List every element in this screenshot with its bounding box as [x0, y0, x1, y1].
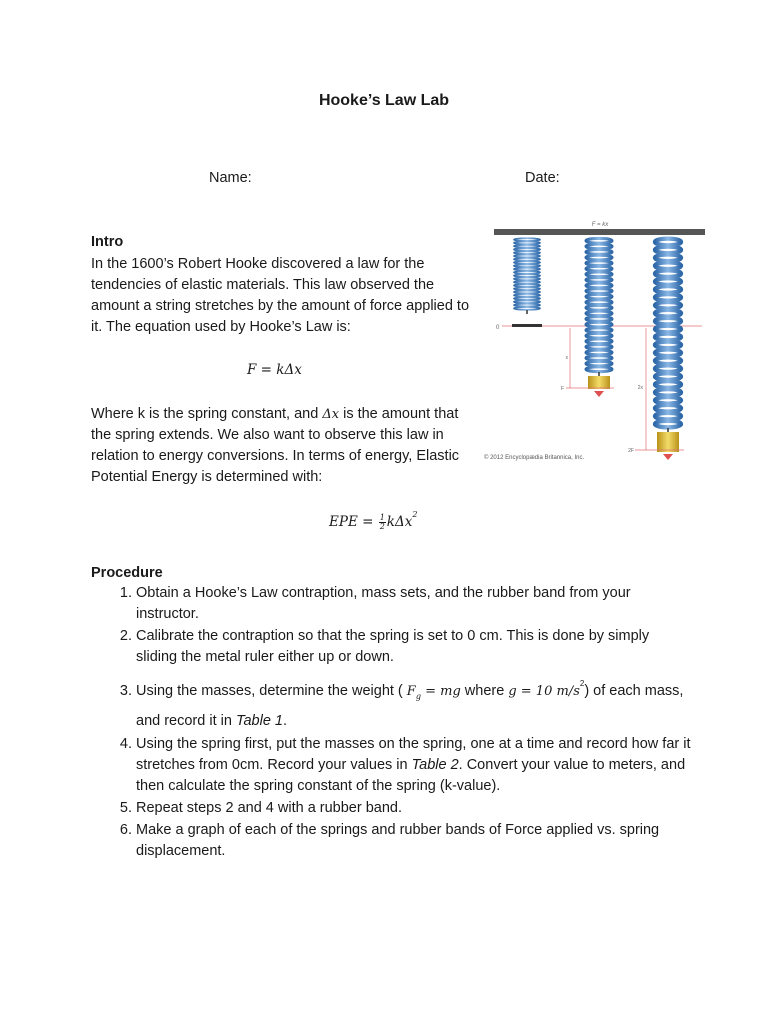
procedure-step-5: 5. Repeat steps 2 and 4 with a rubber band.	[136, 798, 691, 819]
spring-coil	[655, 302, 681, 309]
intro-paragraph: In the 1600’s Robert Hooke discovered a law for the tendencies of elastic materials. This law observed the amount a string stretches by the amount of force applied to it. The equation used by Hooke’s Law is:	[91, 256, 470, 335]
one-half-fraction: $\frac{1}{2}$	[379, 513, 385, 531]
spring-coil	[514, 238, 540, 241]
spring-coil	[655, 239, 681, 246]
x-label: x	[565, 355, 568, 361]
spring-coil	[586, 272, 612, 277]
spring-coil	[655, 397, 681, 404]
spring-coil	[514, 297, 540, 300]
spring-coil	[514, 248, 540, 251]
figure-credit: © 2012 Encyclopædia Britannica, Inc.	[484, 455, 585, 461]
spring-coil	[655, 365, 681, 372]
spring-coil	[514, 307, 540, 310]
spring-coil	[655, 294, 681, 301]
spring-coil	[655, 413, 681, 420]
mass-block-1	[588, 376, 610, 389]
spring-coil	[586, 289, 612, 294]
spring-diagram	[480, 214, 706, 464]
down-arrow-2	[663, 454, 673, 460]
spring-coil	[586, 244, 612, 249]
spring-coil	[514, 278, 540, 281]
spring-coil	[586, 345, 612, 350]
spring-coil	[586, 350, 612, 355]
spring-coil	[586, 322, 612, 327]
mass-block-2b	[657, 442, 679, 452]
spring-coil	[586, 317, 612, 322]
procedure-step-6: 6. Make a graph of each of the springs and rubber bands of Force applied vs. spring displacement.	[136, 820, 691, 862]
spring-coil	[655, 262, 681, 269]
spring-one-mass	[586, 238, 612, 376]
spring-coil	[586, 311, 612, 316]
spring-coil	[655, 334, 681, 341]
spring-unloaded	[514, 238, 540, 314]
procedure-step-2: 2. Calibrate the contraption so that the spring is set to 0 cm. This is done by simply sliding the metal ruler either up or down.	[136, 626, 691, 668]
procedure-heading: Procedure	[91, 565, 163, 581]
spring-coil	[655, 247, 681, 254]
spring-coil	[586, 300, 612, 305]
spring-coil	[655, 349, 681, 356]
spring-coil	[655, 381, 681, 388]
spring-coil	[514, 284, 540, 287]
spring-coil	[514, 245, 540, 248]
spring-coil	[514, 258, 540, 261]
spring-coil	[655, 254, 681, 261]
intro-heading: Intro	[91, 234, 124, 250]
spring-coil	[586, 356, 612, 361]
spring-coil	[655, 286, 681, 293]
spring-coil	[514, 300, 540, 303]
spring-two-masses	[655, 239, 681, 432]
procedure-step-1: 1. Obtain a Hooke’s Law contraption, mass sets, and the rubber band from your instructor.	[136, 583, 691, 625]
spring-coil	[655, 278, 681, 285]
force-equation-label: F = kx	[591, 222, 609, 228]
spring-coil	[586, 294, 612, 299]
spring-coil	[514, 261, 540, 264]
zero-label: 0	[496, 325, 500, 331]
spring-hook-plate-1	[512, 324, 542, 327]
table-1-ref: Table 1	[235, 713, 283, 729]
ceiling-bar	[494, 229, 705, 235]
spring-coil	[514, 291, 540, 294]
spring-coil	[586, 367, 612, 372]
procedure-list	[91, 583, 691, 863]
down-arrow-1	[594, 391, 604, 397]
elastic-potential-energy-equation: EPE = $\frac{1}{2}$ kΔx$^2$	[329, 510, 418, 531]
spring-coil	[586, 305, 612, 310]
spring-coil	[655, 405, 681, 412]
spring-coil	[586, 255, 612, 260]
spring-coil	[514, 255, 540, 258]
spring-coil	[514, 294, 540, 297]
spring-coil	[655, 326, 681, 333]
page-title: Hooke’s Law Lab	[318, 92, 450, 109]
spring-coil	[655, 389, 681, 396]
table-2-ref: Table 2	[411, 757, 459, 773]
mass-block-2a	[657, 432, 679, 442]
spring-coil	[586, 328, 612, 333]
spring-coil	[655, 421, 681, 428]
spring-coil	[655, 318, 681, 325]
spring-coil	[655, 357, 681, 364]
spring-coil	[586, 283, 612, 288]
spring-coil	[655, 342, 681, 349]
spring-coil	[514, 264, 540, 267]
twof-label: 2F	[628, 448, 634, 454]
spring-coil	[514, 268, 540, 271]
spring-coil	[514, 287, 540, 290]
spring-coil	[655, 373, 681, 380]
spring-coil	[586, 250, 612, 255]
delta-x-symbol: Δx	[322, 407, 340, 422]
spring-coil	[514, 271, 540, 274]
procedure-step-3: 3. Using the masses, determine the weight ( $F_g$ = mg where g = 10 $m/s^2$) of each mass, and record it in Table 1.	[136, 672, 691, 733]
spring-coil	[586, 266, 612, 271]
twox-label: 2x	[637, 385, 643, 391]
spring-coil	[655, 270, 681, 277]
procedure-step-4: 4. Using the spring first, put the masses on the spring, one at a time and record how far it stretches from 0cm. Record your values in Table 2. Convert your value to meters, and then calculate the spring constant of the spring (k-value).	[136, 734, 691, 797]
spring-coil	[586, 339, 612, 344]
spring-constant-paragraph: Where k is the spring constant, and Δx is the amount that the spring extends. We also want to observe this law in relation to energy conversions. In terms of energy, Elastic Potential Energy is determined with:	[91, 406, 460, 485]
spring-coil	[514, 251, 540, 254]
spring-coil	[586, 261, 612, 266]
spring-coil	[514, 242, 540, 245]
spring-coil	[514, 274, 540, 277]
spring-coil	[655, 310, 681, 317]
spring-coil	[586, 238, 612, 243]
f-label: F	[560, 386, 564, 392]
hookes-law-equation: F = kΔx	[247, 362, 302, 378]
spring-coil	[586, 361, 612, 366]
date-label: Date:	[525, 170, 560, 186]
spring-coil	[514, 304, 540, 307]
spring-coil	[586, 333, 612, 338]
name-label: Name:	[209, 170, 252, 186]
spring-coil	[586, 278, 612, 283]
spring-coil	[514, 281, 540, 284]
